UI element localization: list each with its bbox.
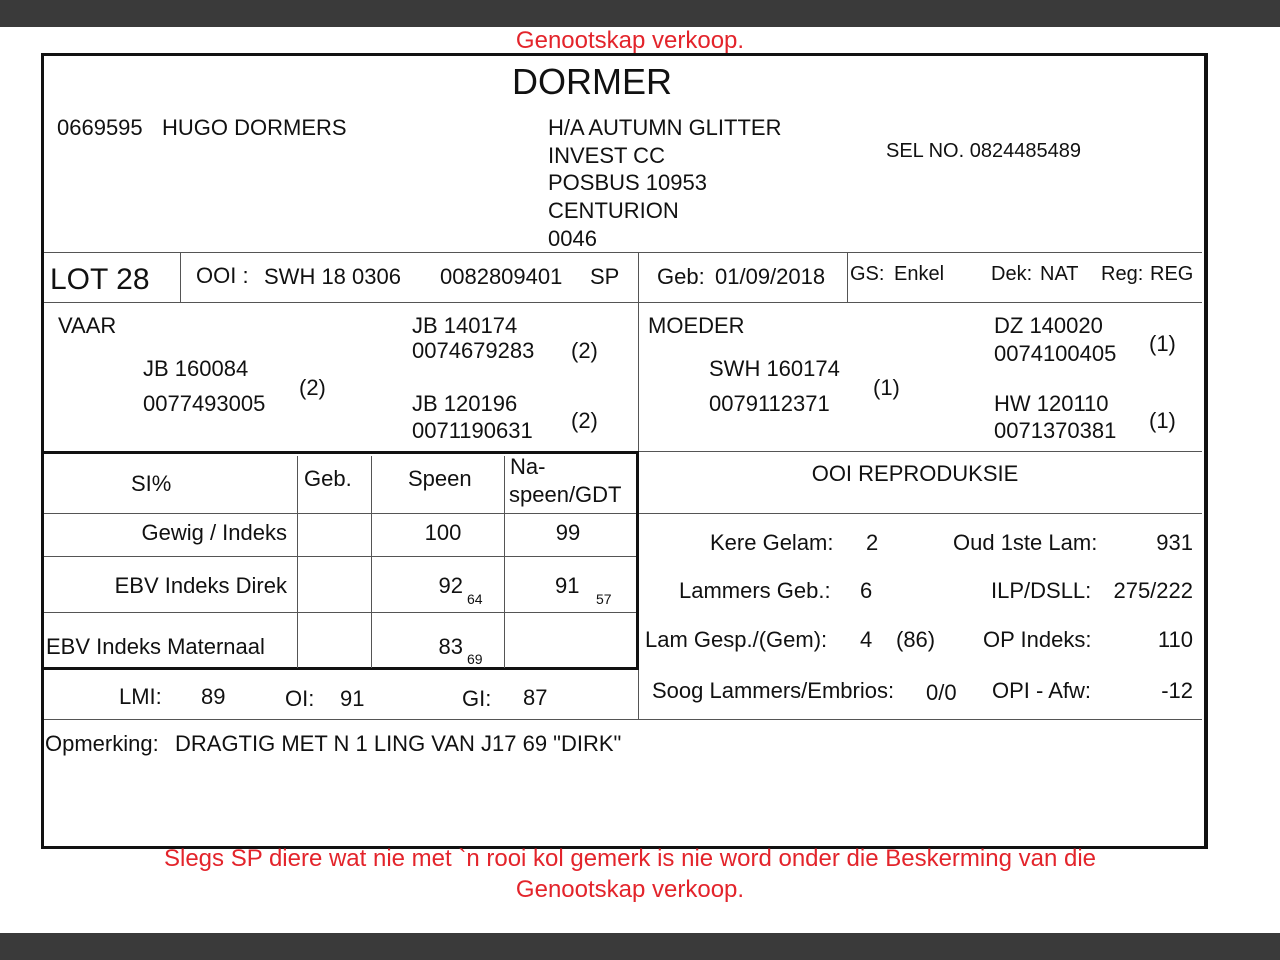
row1-label: Gewig / Indeks [141, 520, 287, 545]
gi-label: GI: [462, 686, 492, 711]
divider-si-col3 [504, 456, 505, 668]
vaar-grandsire1-count: (2) [571, 338, 598, 363]
oi-value: 91 [340, 686, 365, 711]
dek-value: NAT [1040, 263, 1079, 285]
moeder-label: MOEDER [648, 313, 745, 338]
op-value: 110 [1157, 627, 1193, 652]
moeder-grand1-count: (1) [1149, 331, 1176, 356]
breeder-code: 0669595 [57, 115, 143, 140]
row3-speen-sub: 69 [467, 651, 483, 667]
vaar-id: JB 160084 [143, 356, 249, 381]
breeder-name: HUGO DORMERS [162, 115, 347, 140]
notice-bottom-line1: Slegs SP diere wat nie met `n rooi kol gemerk is nie word onder die Beskerming van die [163, 845, 1096, 872]
row2-label: EBV Indeks Direk [114, 573, 287, 598]
kere-label: Kere Gelam: [710, 530, 834, 555]
row2-speen-sub: 64 [467, 591, 483, 607]
divider-geb-v [847, 252, 848, 303]
vaar-number: 0077493005 [143, 391, 266, 416]
vaar-grandsire1-number: 0074679283 [412, 338, 535, 363]
vaar-grandsire2-count: (2) [571, 408, 598, 433]
moeder-grand2-count: (1) [1149, 408, 1176, 433]
geb-header: Geb. [304, 466, 352, 491]
lammers-label: Lammers Geb.: [679, 578, 831, 603]
row1-naspeen: 99 [555, 520, 581, 545]
naspeen-header-line1: Na- [510, 454, 546, 479]
moeder-count: (1) [873, 375, 900, 400]
lmi-label: LMI: [119, 684, 162, 709]
notice-top: Genootskap verkoop. [515, 27, 745, 54]
top-bar [0, 0, 1280, 27]
divider-row2 [44, 612, 639, 613]
moeder-id: SWH 160174 [709, 356, 840, 381]
lot-number: LOT 28 [50, 263, 150, 296]
row3-speen: 83 [438, 634, 463, 659]
buyer-line2: INVEST CC [548, 143, 665, 168]
ilp-label: ILP/DSLL: [991, 578, 1092, 603]
vaar-count: (2) [299, 375, 326, 400]
row2-speen: 92 [438, 573, 463, 598]
si-table-right [636, 451, 639, 670]
soog-value: 0/0 [926, 680, 957, 705]
opi-label: OPI - Afw: [992, 678, 1092, 703]
buyer-line1: H/A AUTUMN GLITTER [548, 115, 782, 140]
ooi-number: 0082809401 [440, 264, 563, 289]
moeder-grand2-number: 0071370381 [994, 418, 1117, 443]
divider-indices [44, 719, 1202, 720]
notice-bottom-line2: Genootskap verkoop. [515, 876, 745, 903]
gi-value: 87 [523, 685, 548, 710]
si-header: SI% [131, 471, 172, 496]
ooi-id: SWH 18 0306 [264, 264, 401, 289]
divider-lot-v [180, 252, 181, 303]
buyer-line4: CENTURION [548, 198, 679, 223]
opmerking-label: Opmerking: [45, 731, 159, 756]
opi-value: -12 [1161, 678, 1193, 703]
moeder-number: 0079112371 [709, 391, 830, 416]
dek-label: Dek: [991, 263, 1033, 285]
kere-value: 2 [866, 530, 879, 555]
moeder-grand1-id: DZ 140020 [994, 313, 1103, 338]
geb-label: Geb: [657, 264, 705, 289]
row1-speen: 100 [424, 520, 462, 545]
gs-value: Enkel [894, 263, 945, 285]
reg-value: REG [1150, 263, 1194, 285]
naspeen-header-line2: speen/GDT [509, 482, 622, 507]
lam-label: Lam Gesp./(Gem): [645, 627, 828, 652]
row3-label: EBV Indeks Maternaal [46, 634, 265, 659]
si-table-bottom [42, 667, 639, 670]
divider-si-col1 [297, 456, 298, 668]
divider-lot [44, 302, 1202, 303]
bottom-bar [0, 933, 1280, 960]
row2-naspeen: 91 [555, 573, 580, 598]
geb-date: 01/09/2018 [715, 264, 826, 289]
vaar-grandsire2-number: 0071190631 [412, 418, 533, 443]
vaar-grandsire1-id: JB 140174 [412, 313, 518, 338]
divider-header [44, 252, 1202, 253]
soog-label: Soog Lammers/Embrios: [652, 678, 895, 703]
oi-label: OI: [285, 686, 315, 711]
row2-naspeen-sub: 57 [596, 591, 612, 607]
lammers-value: 6 [860, 578, 873, 603]
divider-si-header [44, 513, 1202, 514]
repro-title: OOI REPRODUKSIE [811, 461, 1019, 486]
divider-si-col2 [371, 456, 372, 668]
ooi-label: OOI : [196, 263, 249, 288]
oud-label: Oud 1ste Lam: [953, 530, 1098, 555]
opmerking-value: DRAGTIG MET N 1 LING VAN J17 69 "DIRK" [175, 731, 622, 756]
lam-gem-value: (86) [896, 627, 936, 652]
buyer-line5: 0046 [548, 226, 597, 251]
vaar-grandsire2-id: JB 120196 [412, 391, 518, 416]
speen-header: Speen [408, 466, 472, 491]
lam-value: 4 [860, 627, 873, 652]
lmi-value: 89 [201, 684, 226, 709]
reg-label: Reg: [1101, 263, 1144, 285]
moeder-grand2-id: HW 120110 [994, 391, 1109, 416]
vaar-label: VAAR [58, 313, 117, 338]
divider-moeder [638, 451, 1202, 452]
ilp-value: 275/222 [1113, 578, 1193, 603]
buyer-line3: POSBUS 10953 [548, 170, 707, 195]
ooi-code: SP [590, 264, 620, 289]
oud-value: 931 [1156, 530, 1193, 555]
gs-label: GS: [850, 263, 885, 285]
sel-no: SEL NO. 0824485489 [886, 140, 1081, 162]
moeder-grand1-number: 0074100405 [994, 341, 1117, 366]
op-label: OP Indeks: [983, 627, 1092, 652]
divider-row1 [44, 556, 639, 557]
breed-title: DORMER [512, 61, 672, 102]
si-table-top [42, 451, 639, 454]
